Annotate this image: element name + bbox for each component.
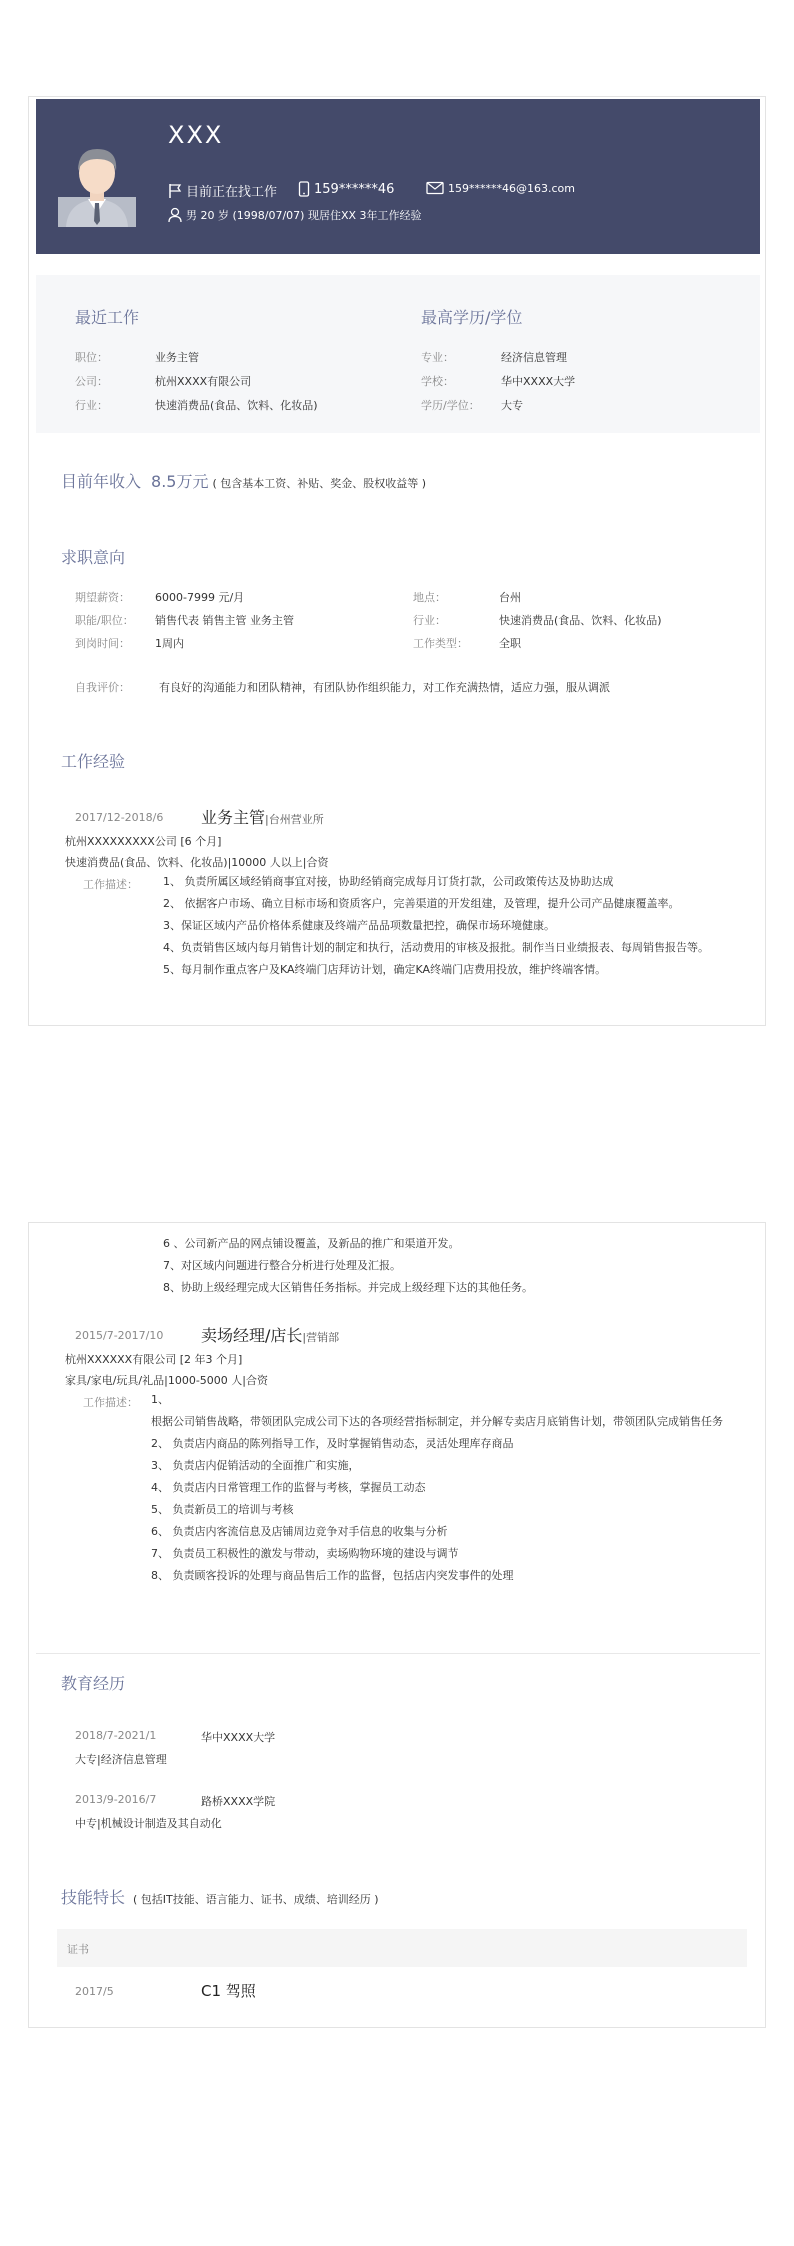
job1-desc-line-7: 7、对区域内问题进行整合分析进行处理及汇报。 bbox=[163, 1259, 401, 1272]
location-label: 地点： bbox=[413, 591, 446, 604]
salary-label: 期望薪资： bbox=[75, 591, 130, 604]
job2-desc-line-5: 4、 负责店内日常管理工作的监督与考核，掌握员工动态 bbox=[151, 1481, 426, 1494]
function-value: 销售代表 销售主管 业务主管 bbox=[155, 614, 294, 627]
major-value: 经济信息管理 bbox=[501, 351, 567, 364]
arrival-value: 1周内 bbox=[155, 637, 184, 650]
edu1-date: 2018/7-2021/1 bbox=[75, 1729, 157, 1742]
intent-title: 求职意向 bbox=[61, 548, 126, 567]
basic-info-text: 男 20 岁 (1998/07/07) 现居住XX 3年工作经验 bbox=[186, 209, 422, 222]
job1-desc-line-3: 3、保证区域内产品价格体系健康及终端产品品项数量把控，确保市场环境健康。 bbox=[163, 919, 555, 932]
candidate-name: XXX bbox=[168, 121, 224, 149]
position-value: 业务主管 bbox=[155, 351, 199, 364]
job2-desc-line-8: 7、 负责员工积极性的激发与带动，卖场购物环境的建设与调节 bbox=[151, 1547, 459, 1560]
job2-desc-line-4: 3、 负责店内促销活动的全面推广和实施， bbox=[151, 1459, 360, 1472]
degree-value: 大专 bbox=[501, 399, 523, 412]
job1-desc bbox=[163, 871, 743, 981]
type-value: 全职 bbox=[499, 637, 521, 650]
email-text[interactable]: 159******46@163.com bbox=[448, 181, 575, 195]
salary-value: 6000-7999 元/月 bbox=[155, 591, 245, 604]
job1-company: 杭州XXXXXXXXX公司 [6 个月] bbox=[65, 835, 222, 848]
person-icon bbox=[168, 207, 182, 223]
job2-desc-line-7: 6、 负责店内客流信息及店铺周边竞争对手信息的收集与分析 bbox=[151, 1525, 448, 1538]
edu1-school: 华中XXXX大学 bbox=[201, 1731, 276, 1744]
skills-title: 技能特长 bbox=[61, 1888, 126, 1907]
job2-industry: 家具/家电/玩具/礼品|1000-5000 人|合资 bbox=[65, 1374, 268, 1387]
job2-title-row bbox=[201, 1323, 339, 1346]
avatar bbox=[58, 137, 136, 227]
profile-header bbox=[36, 99, 760, 254]
job1-date: 2017/12-2018/6 bbox=[75, 811, 164, 824]
job1-desc-line-1: 1、 负责所属区域经销商事宜对接，协助经销商完成每月订货打款，公司政策传达及协助达成 bbox=[163, 875, 614, 888]
phone-icon bbox=[298, 181, 310, 197]
cert-name: C1 驾照 bbox=[201, 1982, 256, 2000]
company-label: 公司： bbox=[75, 375, 108, 388]
arrival-label: 到岗时间： bbox=[75, 637, 130, 650]
job2-title: 卖场经理/店长 bbox=[201, 1326, 303, 1345]
job1-industry: 快速消费品(食品、饮料、化妆品)|10000 人以上|合资 bbox=[65, 856, 329, 869]
degree-label: 学历/学位： bbox=[421, 399, 480, 412]
experience-title: 工作经验 bbox=[61, 752, 126, 771]
self-eval-value: 有良好的沟通能力和团队精神，有团队协作组织能力，对工作充满热情，适应力强，服从调派 bbox=[159, 681, 610, 694]
recent-work-title: 最近工作 bbox=[75, 308, 140, 327]
income-row bbox=[61, 469, 426, 492]
income-label: 目前年收入 bbox=[61, 472, 142, 491]
section-divider bbox=[36, 1653, 760, 1654]
school-value: 华中XXXX大学 bbox=[501, 375, 576, 388]
job1-title-row bbox=[201, 805, 324, 828]
job2-desc-line-9: 8、 负责顾客投诉的处理与商品售后工作的监督，包括店内突发事件的处理 bbox=[151, 1569, 514, 1582]
self-eval-label: 自我评价： bbox=[75, 681, 130, 694]
intent-industry-label: 行业： bbox=[413, 614, 446, 627]
job2-company: 杭州XXXXXX有限公司 [2 年3 个月] bbox=[65, 1353, 243, 1366]
edu2-detail: 中专|机械设计制造及其自动化 bbox=[75, 1817, 222, 1830]
education-title: 教育经历 bbox=[61, 1674, 126, 1693]
job1-desc-line-5: 5、每月制作重点客户及KA终端门店拜访计划，确定KA终端门店费用投放，维护终端客情。 bbox=[163, 963, 607, 976]
job1-dept: |台州营业所 bbox=[265, 813, 324, 826]
basic-info bbox=[168, 207, 422, 223]
job2-desc-label: 工作描述： bbox=[83, 1396, 138, 1409]
cert-date: 2017/5 bbox=[75, 1985, 114, 1998]
job2-date: 2015/7-2017/10 bbox=[75, 1329, 164, 1342]
job1-desc-line-4: 4、负责销售区域内每月销售计划的制定和执行，活动费用的审核及报批。制作当日业绩报表、每周销售报告等。 bbox=[163, 941, 709, 954]
job-status bbox=[168, 181, 277, 200]
income-note: ( 包含基本工资、补贴、奖金、股权收益等 ) bbox=[212, 477, 427, 490]
job2-desc-line-1: 1、 bbox=[151, 1393, 169, 1406]
type-label: 工作类型： bbox=[413, 637, 468, 650]
phone bbox=[298, 181, 394, 197]
job2-desc bbox=[151, 1389, 751, 1587]
edu1-detail: 大专|经济信息管理 bbox=[75, 1753, 167, 1766]
job1-title: 业务主管 bbox=[201, 808, 266, 827]
job1-desc-line-2: 2、 依据客户市场、确立目标市场和资质客户，完善渠道的开发组建，及管理，提升公司产品健康覆盖率。 bbox=[163, 897, 680, 910]
summary-box bbox=[36, 275, 760, 433]
job-status-text: 目前正在找工作 bbox=[186, 185, 278, 200]
position-label: 职位： bbox=[75, 351, 108, 364]
flag-icon bbox=[168, 183, 182, 199]
cert-header: 证书 bbox=[67, 1943, 89, 1956]
job2-desc-line-6: 5、 负责新员工的培训与考核 bbox=[151, 1503, 294, 1516]
industry-label: 行业： bbox=[75, 399, 108, 412]
function-label: 职能/职位： bbox=[75, 614, 134, 627]
skills-note: ( 包括IT技能、语言能力、证书、成绩、培训经历 ) bbox=[133, 1893, 379, 1906]
job1-desc-line-6: 6 、公司新产品的网点铺设覆盖，及新品的推广和渠道开发。 bbox=[163, 1237, 460, 1250]
major-label: 专业： bbox=[421, 351, 454, 364]
resume-page-1 bbox=[28, 96, 766, 1026]
top-education-title: 最高学历/学位 bbox=[421, 308, 523, 327]
school-label: 学校： bbox=[421, 375, 454, 388]
job1-desc-label: 工作描述： bbox=[83, 878, 138, 891]
job2-dept: |营销部 bbox=[302, 1331, 340, 1344]
location-value: 台州 bbox=[499, 591, 521, 604]
mail-icon bbox=[426, 181, 444, 195]
edu2-school: 路桥XXXX学院 bbox=[201, 1795, 276, 1808]
resume-page-2 bbox=[28, 1222, 766, 2028]
job1-desc-line-8: 8、协助上级经理完成大区销售任务指标。并完成上级经理下达的其他任务。 bbox=[163, 1281, 533, 1294]
job2-desc-line-3: 2、 负责店内商品的陈列指导工作，及时掌握销售动态，灵活处理库存商品 bbox=[151, 1437, 514, 1450]
edu2-date: 2013/9-2016/7 bbox=[75, 1793, 157, 1806]
cert-header-bar bbox=[57, 1929, 747, 1967]
job2-desc-line-2: 根据公司销售战略，带领团队完成公司下达的各项经营指标制定，并分解专卖店月底销售计划，带领团队完成销售任务 bbox=[151, 1415, 723, 1428]
job1-desc-continued bbox=[163, 1233, 743, 1299]
skills-title-row bbox=[61, 1885, 379, 1908]
phone-text: 159******46 bbox=[314, 181, 395, 197]
company-value: 杭州XXXX有限公司 bbox=[155, 375, 252, 388]
intent-industry-value: 快速消费品(食品、饮料、化妆品) bbox=[499, 614, 662, 627]
email[interactable] bbox=[426, 181, 575, 195]
industry-value: 快速消费品(食品、饮料、化妆品) bbox=[155, 399, 318, 412]
income-value: 8.5万元 bbox=[151, 472, 209, 491]
